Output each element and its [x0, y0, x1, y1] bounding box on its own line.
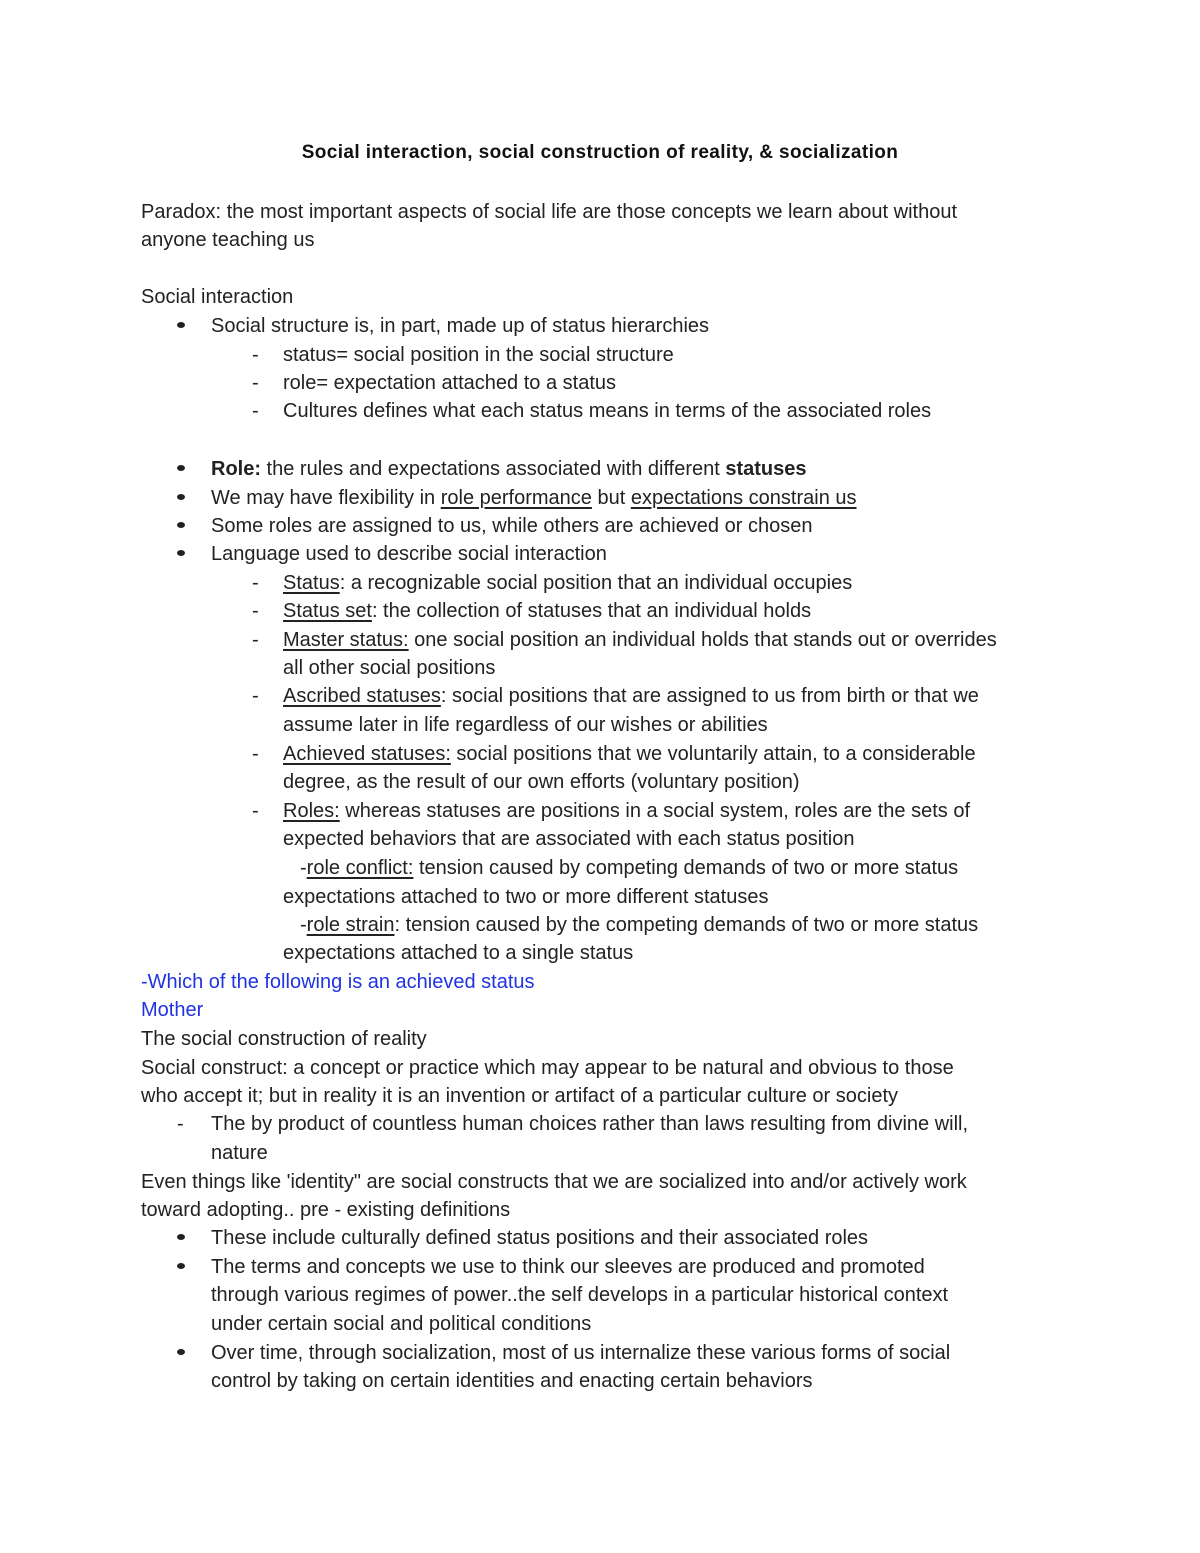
term-ascribed	[283, 684, 979, 708]
question-text: -Which of the following is an achieved status	[141, 971, 535, 993]
bullet-icon	[177, 1234, 185, 1240]
role-conflict-term: role conflict:	[306, 857, 414, 879]
byproduct-line-1: The by product of countless human choices rather than laws resulting from divine will,	[211, 1113, 969, 1135]
statuses-label: statuses	[725, 458, 807, 480]
dash-marker: -	[252, 685, 259, 707]
social-construct-def-1: Social construct: a concept or practice which may appear to be natural and obvious to those	[141, 1057, 954, 1079]
achieved-definition: social positions that we voluntarily attain, to a considerable	[450, 743, 976, 765]
dash-marker: -	[252, 344, 259, 366]
role-strain-definition: : tension caused by the competing demands of two or more status	[394, 914, 979, 936]
social-construct-def-2: who accept it; but in reality it is an invention or artifact of a particular culture or society	[141, 1085, 899, 1107]
bullet-assigned-roles: Some roles are assigned to us, while others are achieved or chosen	[211, 515, 813, 537]
term-ascribed-cont: assume later in life regardless of our wishes or abilities	[283, 714, 768, 736]
role-strain-term: role strain	[306, 914, 395, 936]
term-status	[283, 571, 852, 595]
status-set-term: Status set	[283, 600, 372, 622]
bullet-internalize-1: Over time, through socialization, most of us internalize these various forms of social	[211, 1342, 951, 1364]
bullet-internalize-2: control by taking on certain identities and enacting certain behaviors	[211, 1370, 813, 1392]
dash-marker: -	[177, 1113, 184, 1135]
flex-text-1: We may have flexibility in	[211, 487, 441, 509]
dash-marker: -	[252, 400, 259, 422]
master-status-term: Master status:	[283, 629, 409, 651]
status-term: Status	[283, 572, 340, 594]
status-set-definition: : the collection of statuses that an individual holds	[371, 600, 812, 622]
term-role-strain	[300, 913, 978, 937]
paradox-line-2: anyone teaching us	[141, 229, 315, 251]
role-strain-prefix: -	[300, 914, 307, 936]
dash-marker: -	[252, 743, 259, 765]
term-achieved	[283, 742, 976, 766]
bullet-icon	[177, 550, 185, 556]
sub-item-cultures: Cultures defines what each status means in terms of the associated roles	[283, 400, 932, 422]
role-label: Role:	[211, 458, 261, 480]
bullet-status-hierarchies: Social structure is, in part, made up of status hierarchies	[211, 315, 710, 337]
bullet-terms-concepts-3: under certain social and political conditions	[211, 1313, 592, 1335]
term-master-status	[283, 628, 997, 652]
term-role-strain-cont: expectations attached to a single status	[283, 942, 634, 964]
roles-term: Roles:	[283, 800, 340, 822]
bullet-icon	[177, 465, 185, 471]
byproduct-line-2: nature	[211, 1142, 268, 1164]
role-performance-term: role performance	[440, 487, 592, 509]
term-achieved-cont: degree, as the result of our own efforts (voluntary position)	[283, 771, 800, 793]
bullet-icon	[177, 1349, 185, 1355]
master-status-definition: one social position an individual holds that stands out or overrides	[408, 629, 997, 651]
dash-marker: -	[252, 629, 259, 651]
answer-text: Mother	[141, 999, 204, 1021]
role-conflict-prefix: -	[300, 857, 307, 879]
role-text: the rules and expectations associated with different	[261, 458, 726, 480]
roles-definition: whereas statuses are positions in a social system, roles are the sets of	[339, 800, 970, 822]
identity-line-1: Even things like 'identity" are social constructs that we are socialized into and/or actively work	[141, 1171, 967, 1193]
sub-item-status: status= social position in the social structure	[283, 344, 674, 366]
term-roles	[283, 799, 970, 823]
bullet-role-flexibility	[211, 486, 857, 510]
bullet-terms-concepts-1: The terms and concepts we use to think our sleeves are produced and promoted	[211, 1256, 925, 1278]
achieved-term: Achieved statuses:	[283, 743, 451, 765]
term-status-set	[283, 599, 811, 623]
bullet-language: Language used to describe social interaction	[211, 543, 607, 565]
section-heading-social-interaction: Social interaction	[141, 286, 294, 308]
identity-line-2: toward adopting.. pre - existing definitions	[141, 1199, 511, 1221]
bullet-icon	[177, 522, 185, 528]
section-heading-social-construction: The social construction of reality	[141, 1028, 427, 1050]
sub-item-role: role= expectation attached to a status	[283, 372, 616, 394]
document-title: Social interaction, social construction of reality, & socialization	[301, 142, 899, 163]
flex-text-2: but	[591, 487, 631, 509]
bullet-icon	[177, 494, 185, 500]
bullet-icon	[177, 322, 185, 328]
bullet-role-definition	[211, 457, 807, 481]
dash-marker: -	[252, 572, 259, 594]
role-conflict-definition: tension caused by competing demands of two or more status	[413, 857, 959, 879]
term-role-conflict	[300, 856, 958, 880]
ascribed-definition: : social positions that are assigned to us from birth or that we	[440, 685, 979, 707]
paradox-line-1: Paradox: the most important aspects of social life are those concepts we learn about without	[141, 201, 957, 223]
bullet-terms-concepts-2: through various regimes of power..the self develops in a particular historical context	[211, 1284, 949, 1306]
bullet-culturally-defined: These include culturally defined status positions and their associated roles	[211, 1227, 869, 1249]
expectations-constrain-term: expectations constrain us	[630, 487, 857, 509]
term-role-conflict-cont: expectations attached to two or more different statuses	[283, 886, 769, 908]
bullet-icon	[177, 1263, 185, 1269]
dash-marker: -	[252, 600, 259, 622]
status-definition: : a recognizable social position that an individual occupies	[339, 572, 853, 594]
term-roles-cont: expected behaviors that are associated with each status position	[283, 828, 855, 850]
dash-marker: -	[252, 372, 259, 394]
term-master-status-cont: all other social positions	[283, 657, 496, 679]
dash-marker: -	[252, 800, 259, 822]
ascribed-term: Ascribed statuses	[283, 685, 441, 707]
